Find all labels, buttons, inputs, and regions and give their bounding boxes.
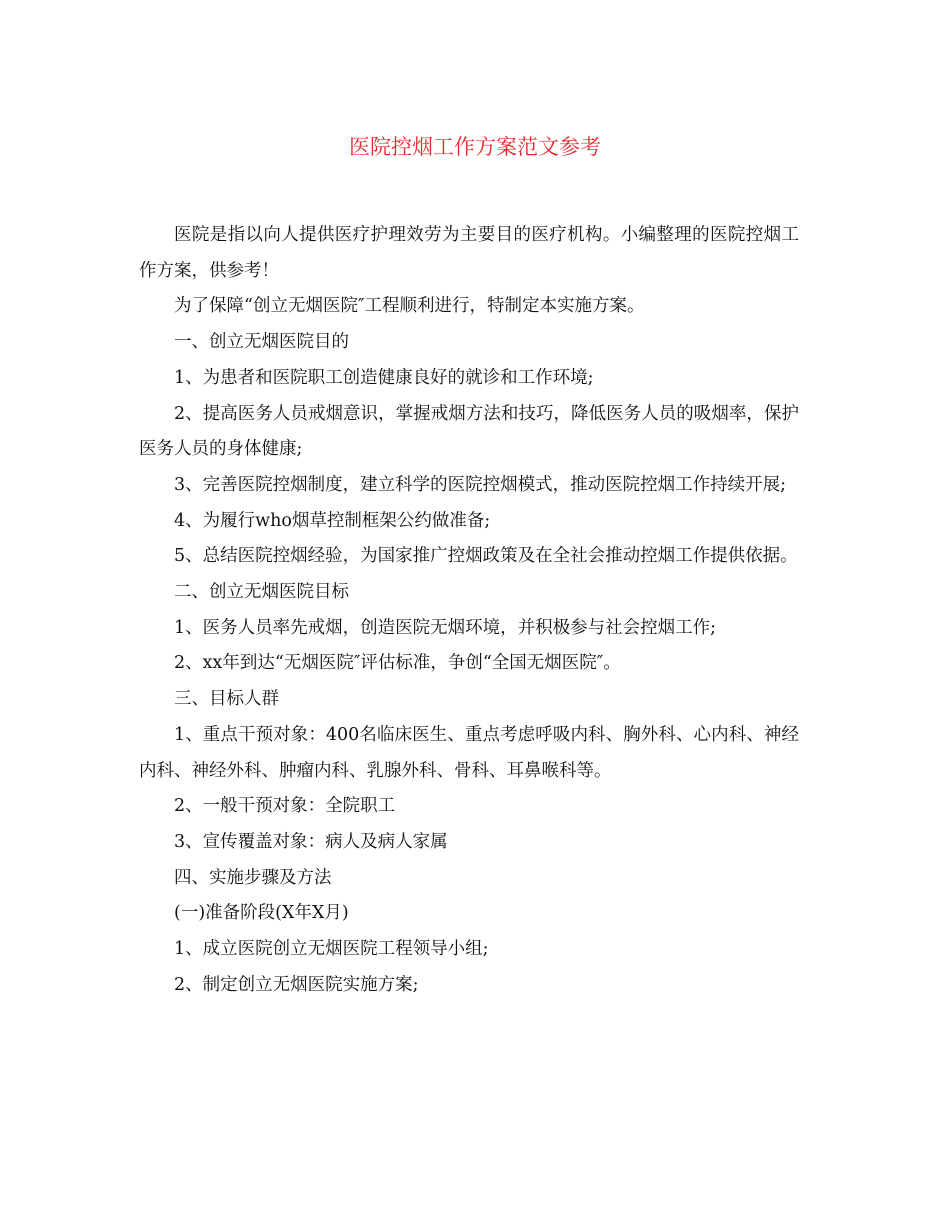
section-heading-2: 二、创立无烟医院目标: [174, 582, 349, 603]
list-item: 1、重点干预对象：400名临床医生、重点考虑呼吸内科、胸外科、心内科、神经内科、神经外科、肿瘤内科、乳腺外科、骨科、耳鼻喉科等。: [139, 724, 799, 781]
list-item: 2、提高医务人员戒烟意识，掌握戒烟方法和技巧，降低医务人员的吸烟率，保护医务人员的身体健康;: [139, 403, 799, 460]
list-item: 3、完善医院控烟制度，建立科学的医院控烟模式，推动医院控烟工作持续开展;: [174, 474, 787, 495]
section-heading-1: 一、创立无烟医院目的: [174, 332, 349, 353]
list-item: 1、成立医院创立无烟医院工程领导小组;: [174, 939, 489, 960]
document-body: [139, 218, 799, 1003]
list-item: 4、为履行who烟草控制框架公约做准备;: [174, 510, 491, 531]
list-item: 2、制定创立无烟医院实施方案;: [174, 974, 419, 995]
purpose-statement: 为了保障“创立无烟医院″工程顺利进行，特制定本实施方案。: [174, 296, 645, 317]
list-item: 3、宣传覆盖对象：病人及病人家属: [174, 831, 448, 852]
section-heading-3: 三、目标人群: [174, 689, 279, 710]
list-item: 2、一般干预对象：全院职工: [174, 796, 396, 817]
list-item: 5、总结医院控烟经验，为国家推广控烟政策及在全社会推动控烟工作提供依据。: [174, 546, 798, 567]
intro-paragraph: 医院是指以向人提供医疗护理效劳为主要目的医疗机构。小编整理的医院控烟工作方案，供参考！: [139, 225, 799, 281]
document-title: 医院控烟工作方案范文参考: [349, 135, 601, 159]
list-item: 1、为患者和医院职工创造健康良好的就诊和工作环境;: [174, 367, 594, 388]
list-item: 2、xx年到达“无烟医院″评估标准，争创“全国无烟医院″。: [174, 653, 621, 674]
list-item: 1、医务人员率先戒烟，创造医院无烟环境，并积极参与社会控烟工作;: [174, 617, 717, 638]
section-heading-4: 四、实施步骤及方法: [174, 867, 332, 888]
subsection-heading: (一)准备阶段(X年X月): [174, 903, 349, 924]
